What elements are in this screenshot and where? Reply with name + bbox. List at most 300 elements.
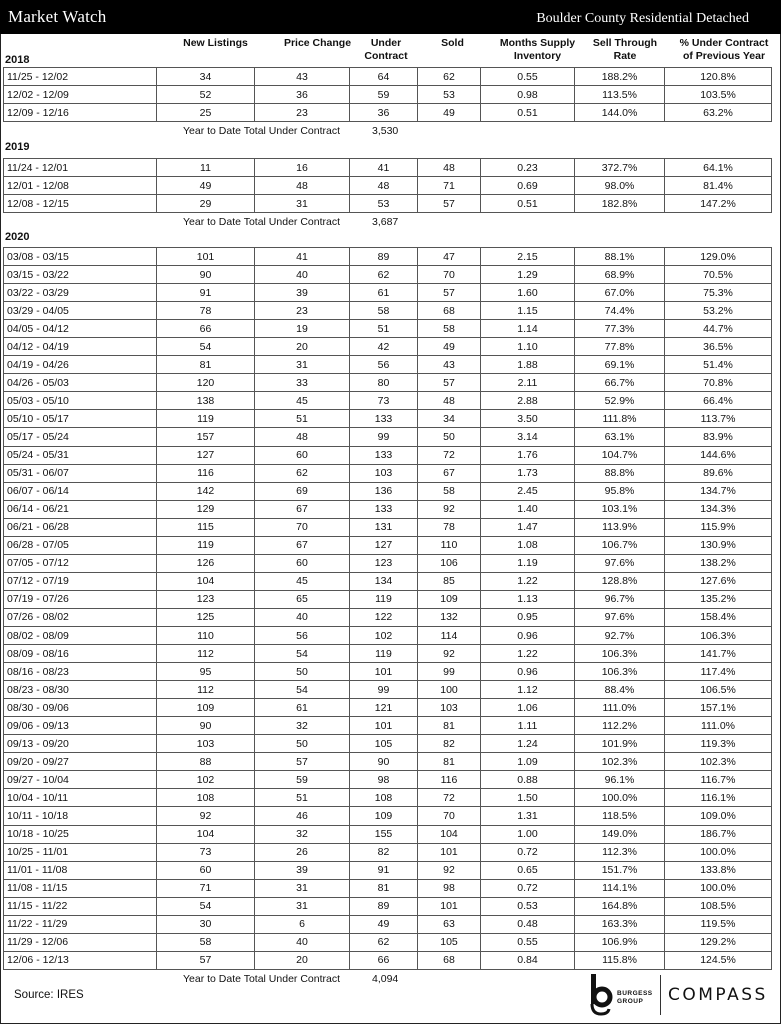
- value-cell: 0.55: [481, 933, 575, 951]
- value-cell: 133: [350, 410, 418, 428]
- page-title: Market Watch: [8, 7, 107, 26]
- value-cell: 158.4%: [665, 608, 772, 626]
- value-cell: 26: [255, 843, 350, 861]
- burgess-wordmark-line2: GROUP: [617, 998, 644, 1005]
- value-cell: 120.8%: [665, 68, 772, 86]
- table-row: [4, 608, 772, 626]
- period-cell: 12/02 - 12/09: [4, 86, 157, 104]
- value-cell: 124.5%: [665, 951, 772, 969]
- value-cell: 40: [255, 608, 350, 626]
- value-cell: 50: [418, 428, 481, 446]
- value-cell: 115.8%: [575, 951, 665, 969]
- value-cell: 112: [157, 681, 255, 699]
- value-cell: 48: [418, 392, 481, 410]
- period-cell: 08/02 - 08/09: [4, 626, 157, 644]
- value-cell: 19: [255, 320, 350, 338]
- value-cell: 72: [418, 446, 481, 464]
- value-cell: 92: [418, 645, 481, 663]
- value-cell: 89.6%: [665, 464, 772, 482]
- ytd-label: Year to Date Total Under Contract: [183, 216, 341, 229]
- value-cell: 36: [255, 86, 350, 104]
- value-cell: 0.23: [481, 159, 575, 177]
- table-row: [4, 843, 772, 861]
- value-cell: 6: [255, 915, 350, 933]
- table-row: [4, 374, 772, 392]
- value-cell: 136: [350, 482, 418, 500]
- col-header-new-listings: [168, 37, 263, 50]
- value-cell: 70: [418, 266, 481, 284]
- value-cell: 54: [157, 897, 255, 915]
- value-cell: 92: [157, 807, 255, 825]
- table-row: [4, 284, 772, 302]
- value-cell: 101: [350, 717, 418, 735]
- value-cell: 78: [157, 302, 255, 320]
- value-cell: 97.6%: [575, 608, 665, 626]
- period-cell: 11/25 - 12/02: [4, 68, 157, 86]
- value-cell: 1.40: [481, 500, 575, 518]
- value-cell: 49: [157, 177, 255, 195]
- value-cell: 48: [418, 159, 481, 177]
- value-cell: 1.08: [481, 536, 575, 554]
- value-cell: 73: [350, 392, 418, 410]
- value-cell: 65: [255, 590, 350, 608]
- year-label: 2020: [5, 231, 30, 243]
- value-cell: 0.48: [481, 915, 575, 933]
- value-cell: 101: [350, 663, 418, 681]
- value-cell: 56: [255, 626, 350, 644]
- value-cell: 2.15: [481, 248, 575, 266]
- value-cell: 119.3%: [665, 735, 772, 753]
- col-header-sell-through: [580, 37, 670, 63]
- value-cell: 63.1%: [575, 428, 665, 446]
- table-row: [4, 699, 772, 717]
- market-table-2019: [3, 158, 772, 213]
- value-cell: 118.5%: [575, 807, 665, 825]
- table-row: [4, 735, 772, 753]
- value-cell: 102.3%: [575, 753, 665, 771]
- value-cell: 82: [350, 843, 418, 861]
- value-cell: 129.0%: [665, 248, 772, 266]
- value-cell: 119: [157, 536, 255, 554]
- value-cell: 1.50: [481, 789, 575, 807]
- value-cell: 63.2%: [665, 104, 772, 122]
- period-cell: 03/15 - 03/22: [4, 266, 157, 284]
- period-cell: 04/19 - 04/26: [4, 356, 157, 374]
- value-cell: 48: [255, 177, 350, 195]
- value-cell: 43: [418, 356, 481, 374]
- value-cell: 1.13: [481, 590, 575, 608]
- value-cell: 52: [157, 86, 255, 104]
- period-cell: 10/11 - 10/18: [4, 807, 157, 825]
- value-cell: 112: [157, 645, 255, 663]
- period-cell: 11/08 - 11/15: [4, 879, 157, 897]
- value-cell: 81.4%: [665, 177, 772, 195]
- value-cell: 59: [350, 86, 418, 104]
- value-cell: 102: [157, 771, 255, 789]
- col-header-sell-through-line2: Rate: [613, 50, 637, 62]
- value-cell: 32: [255, 825, 350, 843]
- value-cell: 62: [255, 464, 350, 482]
- value-cell: 1.12: [481, 681, 575, 699]
- value-cell: 88.4%: [575, 681, 665, 699]
- period-cell: 06/14 - 06/21: [4, 500, 157, 518]
- period-cell: 12/01 - 12/08: [4, 177, 157, 195]
- table-row: [4, 68, 772, 86]
- ytd-total-value: 4,094: [372, 973, 399, 985]
- value-cell: 125: [157, 608, 255, 626]
- value-cell: 85: [418, 572, 481, 590]
- table-row: [4, 915, 772, 933]
- table-row: [4, 590, 772, 608]
- period-cell: 05/31 - 06/07: [4, 464, 157, 482]
- value-cell: 109.0%: [665, 807, 772, 825]
- value-cell: 23: [255, 104, 350, 122]
- value-cell: 102.3%: [665, 753, 772, 771]
- value-cell: 34: [157, 68, 255, 86]
- value-cell: 103.5%: [665, 86, 772, 104]
- value-cell: 2.88: [481, 392, 575, 410]
- table-row: [4, 410, 772, 428]
- burgess-b-logo-icon: [588, 974, 614, 1016]
- table-row: [4, 518, 772, 536]
- burgess-group-wordmark: [617, 990, 653, 1006]
- period-cell: 12/09 - 12/16: [4, 104, 157, 122]
- col-header-months-supply-line1: Months Supply: [499, 37, 576, 49]
- table-row: [4, 807, 772, 825]
- value-cell: 62: [350, 266, 418, 284]
- value-cell: 58: [418, 482, 481, 500]
- value-cell: 119.5%: [665, 915, 772, 933]
- period-cell: 11/24 - 12/01: [4, 159, 157, 177]
- value-cell: 71: [157, 879, 255, 897]
- value-cell: 133: [350, 500, 418, 518]
- value-cell: 104.7%: [575, 446, 665, 464]
- period-cell: 03/22 - 03/29: [4, 284, 157, 302]
- value-cell: 67: [255, 536, 350, 554]
- period-cell: 05/24 - 05/31: [4, 446, 157, 464]
- table-row: [4, 482, 772, 500]
- value-cell: 114: [418, 626, 481, 644]
- value-cell: 182.8%: [575, 195, 665, 213]
- value-cell: 90: [157, 266, 255, 284]
- value-cell: 69.1%: [575, 356, 665, 374]
- value-cell: 1.47: [481, 518, 575, 536]
- value-cell: 103.1%: [575, 500, 665, 518]
- value-cell: 67: [418, 464, 481, 482]
- period-cell: 08/23 - 08/30: [4, 681, 157, 699]
- value-cell: 122: [350, 608, 418, 626]
- period-cell: 10/18 - 10/25: [4, 825, 157, 843]
- col-header-under-contract: [356, 37, 416, 63]
- value-cell: 48: [350, 177, 418, 195]
- value-cell: 66: [350, 951, 418, 969]
- value-cell: 106.9%: [575, 933, 665, 951]
- value-cell: 89: [350, 248, 418, 266]
- value-cell: 144.6%: [665, 446, 772, 464]
- value-cell: 58: [350, 302, 418, 320]
- period-cell: 05/17 - 05/24: [4, 428, 157, 446]
- col-header-pct-under-line1: % Under Contract: [679, 37, 769, 49]
- value-cell: 41: [350, 159, 418, 177]
- period-cell: 03/08 - 03/15: [4, 248, 157, 266]
- value-cell: 69: [255, 482, 350, 500]
- period-cell: 11/01 - 11/08: [4, 861, 157, 879]
- table-row: [4, 825, 772, 843]
- value-cell: 155: [350, 825, 418, 843]
- value-cell: 92.7%: [575, 626, 665, 644]
- value-cell: 48: [255, 428, 350, 446]
- period-cell: 10/04 - 10/11: [4, 789, 157, 807]
- col-header-price-change: [270, 37, 365, 50]
- value-cell: 58: [418, 320, 481, 338]
- period-cell: 12/06 - 12/13: [4, 951, 157, 969]
- value-cell: 53: [350, 195, 418, 213]
- value-cell: 2.45: [481, 482, 575, 500]
- value-cell: 99: [350, 681, 418, 699]
- col-header-price-change-label: Price Change: [283, 37, 352, 49]
- value-cell: 120: [157, 374, 255, 392]
- value-cell: 100.0%: [665, 843, 772, 861]
- ytd-total-value: 3,530: [372, 125, 399, 138]
- value-cell: 62: [350, 933, 418, 951]
- value-cell: 110: [418, 536, 481, 554]
- value-cell: 129: [157, 500, 255, 518]
- value-cell: 119: [157, 410, 255, 428]
- value-cell: 77.3%: [575, 320, 665, 338]
- value-cell: 54: [157, 338, 255, 356]
- period-cell: 10/25 - 11/01: [4, 843, 157, 861]
- value-cell: 106.5%: [665, 681, 772, 699]
- value-cell: 128.8%: [575, 572, 665, 590]
- table-row: [4, 302, 772, 320]
- value-cell: 44.7%: [665, 320, 772, 338]
- value-cell: 1.00: [481, 825, 575, 843]
- value-cell: 109: [350, 807, 418, 825]
- value-cell: 116.1%: [665, 789, 772, 807]
- value-cell: 11: [157, 159, 255, 177]
- value-cell: 78: [418, 518, 481, 536]
- value-cell: 36.5%: [665, 338, 772, 356]
- value-cell: 127: [157, 446, 255, 464]
- period-cell: 09/20 - 09/27: [4, 753, 157, 771]
- value-cell: 90: [350, 753, 418, 771]
- value-cell: 50: [255, 663, 350, 681]
- value-cell: 97.6%: [575, 554, 665, 572]
- table-row: [4, 392, 772, 410]
- value-cell: 104: [157, 572, 255, 590]
- value-cell: 1.15: [481, 302, 575, 320]
- value-cell: 92: [418, 500, 481, 518]
- value-cell: 0.72: [481, 879, 575, 897]
- value-cell: 89: [350, 897, 418, 915]
- value-cell: 20: [255, 951, 350, 969]
- value-cell: 1.11: [481, 717, 575, 735]
- value-cell: 66: [157, 320, 255, 338]
- value-cell: 1.60: [481, 284, 575, 302]
- value-cell: 63: [418, 915, 481, 933]
- value-cell: 56: [350, 356, 418, 374]
- value-cell: 29: [157, 195, 255, 213]
- value-cell: 108: [350, 789, 418, 807]
- value-cell: 111.8%: [575, 410, 665, 428]
- value-cell: 110: [157, 626, 255, 644]
- period-cell: 07/19 - 07/26: [4, 590, 157, 608]
- value-cell: 31: [255, 356, 350, 374]
- value-cell: 40: [255, 933, 350, 951]
- value-cell: 2.11: [481, 374, 575, 392]
- value-cell: 106: [418, 554, 481, 572]
- value-cell: 81: [350, 879, 418, 897]
- value-cell: 134.7%: [665, 482, 772, 500]
- table-row: [4, 717, 772, 735]
- logo-divider: [660, 975, 661, 1015]
- value-cell: 113.9%: [575, 518, 665, 536]
- value-cell: 109: [157, 699, 255, 717]
- value-cell: 0.69: [481, 177, 575, 195]
- value-cell: 119: [350, 590, 418, 608]
- compass-logo: COMPASS: [668, 985, 768, 1005]
- period-cell: 09/13 - 09/20: [4, 735, 157, 753]
- value-cell: 138: [157, 392, 255, 410]
- value-cell: 70: [418, 807, 481, 825]
- value-cell: 134.3%: [665, 500, 772, 518]
- value-cell: 103: [350, 464, 418, 482]
- value-cell: 68: [418, 302, 481, 320]
- table-row: [4, 681, 772, 699]
- value-cell: 132: [418, 608, 481, 626]
- value-cell: 111.0%: [665, 717, 772, 735]
- value-cell: 129.2%: [665, 933, 772, 951]
- table-row: [4, 879, 772, 897]
- value-cell: 88.1%: [575, 248, 665, 266]
- table-row: [4, 338, 772, 356]
- value-cell: 149.0%: [575, 825, 665, 843]
- value-cell: 1.22: [481, 572, 575, 590]
- period-cell: 03/29 - 04/05: [4, 302, 157, 320]
- value-cell: 32: [255, 717, 350, 735]
- value-cell: 39: [255, 861, 350, 879]
- table-row: [4, 104, 772, 122]
- value-cell: 123: [157, 590, 255, 608]
- value-cell: 66.4%: [665, 392, 772, 410]
- value-cell: 31: [255, 195, 350, 213]
- value-cell: 105: [350, 735, 418, 753]
- col-header-under-contract-line2: Contract: [364, 50, 408, 62]
- period-cell: 08/09 - 08/16: [4, 645, 157, 663]
- column-header-row: [0, 37, 781, 66]
- value-cell: 164.8%: [575, 897, 665, 915]
- value-cell: 57: [255, 753, 350, 771]
- value-cell: 116: [418, 771, 481, 789]
- table-row: [4, 464, 772, 482]
- value-cell: 0.96: [481, 663, 575, 681]
- value-cell: 91: [157, 284, 255, 302]
- value-cell: 186.7%: [665, 825, 772, 843]
- table-row: [4, 536, 772, 554]
- burgess-wordmark-line1: BURGESS: [617, 990, 653, 997]
- value-cell: 0.65: [481, 861, 575, 879]
- value-cell: 1.09: [481, 753, 575, 771]
- table-row: [4, 428, 772, 446]
- value-cell: 101: [157, 248, 255, 266]
- value-cell: 23: [255, 302, 350, 320]
- value-cell: 57: [418, 195, 481, 213]
- value-cell: 92: [418, 861, 481, 879]
- value-cell: 25: [157, 104, 255, 122]
- value-cell: 82: [418, 735, 481, 753]
- value-cell: 0.55: [481, 68, 575, 86]
- col-header-sell-through-line1: Sell Through: [592, 37, 658, 49]
- year-label: 2018: [5, 54, 30, 66]
- value-cell: 45: [255, 572, 350, 590]
- value-cell: 372.7%: [575, 159, 665, 177]
- value-cell: 102: [350, 626, 418, 644]
- value-cell: 68: [418, 951, 481, 969]
- value-cell: 77.8%: [575, 338, 665, 356]
- value-cell: 141.7%: [665, 645, 772, 663]
- value-cell: 1.29: [481, 266, 575, 284]
- value-cell: 127.6%: [665, 572, 772, 590]
- value-cell: 3.50: [481, 410, 575, 428]
- value-cell: 1.24: [481, 735, 575, 753]
- table-row: [4, 500, 772, 518]
- col-header-pct-under-contract: [668, 37, 780, 63]
- table-row: [4, 446, 772, 464]
- table-row: [4, 320, 772, 338]
- col-header-months-supply-line2: Inventory: [513, 50, 562, 62]
- period-cell: 05/03 - 05/10: [4, 392, 157, 410]
- table-row: [4, 951, 772, 969]
- value-cell: 43: [255, 68, 350, 86]
- value-cell: 70.8%: [665, 374, 772, 392]
- market-table-2020: [3, 247, 772, 970]
- value-cell: 1.06: [481, 699, 575, 717]
- table-row: [4, 86, 772, 104]
- value-cell: 57: [418, 284, 481, 302]
- value-cell: 60: [255, 446, 350, 464]
- table-row: [4, 177, 772, 195]
- value-cell: 64: [350, 68, 418, 86]
- table-row: [4, 626, 772, 644]
- col-header-pct-under-line2: of Previous Year: [682, 50, 766, 62]
- value-cell: 99: [418, 663, 481, 681]
- period-cell: 08/16 - 08/23: [4, 663, 157, 681]
- market-table-2018: [3, 67, 772, 122]
- value-cell: 49: [350, 915, 418, 933]
- value-cell: 112.3%: [575, 843, 665, 861]
- value-cell: 68.9%: [575, 266, 665, 284]
- value-cell: 54: [255, 645, 350, 663]
- value-cell: 1.31: [481, 807, 575, 825]
- value-cell: 117.4%: [665, 663, 772, 681]
- value-cell: 53.2%: [665, 302, 772, 320]
- value-cell: 103: [418, 699, 481, 717]
- value-cell: 67: [255, 500, 350, 518]
- value-cell: 95.8%: [575, 482, 665, 500]
- table-row: [4, 554, 772, 572]
- value-cell: 108: [157, 789, 255, 807]
- period-cell: 09/27 - 10/04: [4, 771, 157, 789]
- value-cell: 3.14: [481, 428, 575, 446]
- value-cell: 147.2%: [665, 195, 772, 213]
- period-cell: 04/05 - 04/12: [4, 320, 157, 338]
- value-cell: 98.0%: [575, 177, 665, 195]
- value-cell: 0.95: [481, 608, 575, 626]
- value-cell: 42: [350, 338, 418, 356]
- table-row: [4, 663, 772, 681]
- value-cell: 115: [157, 518, 255, 536]
- col-header-sold: [425, 37, 480, 50]
